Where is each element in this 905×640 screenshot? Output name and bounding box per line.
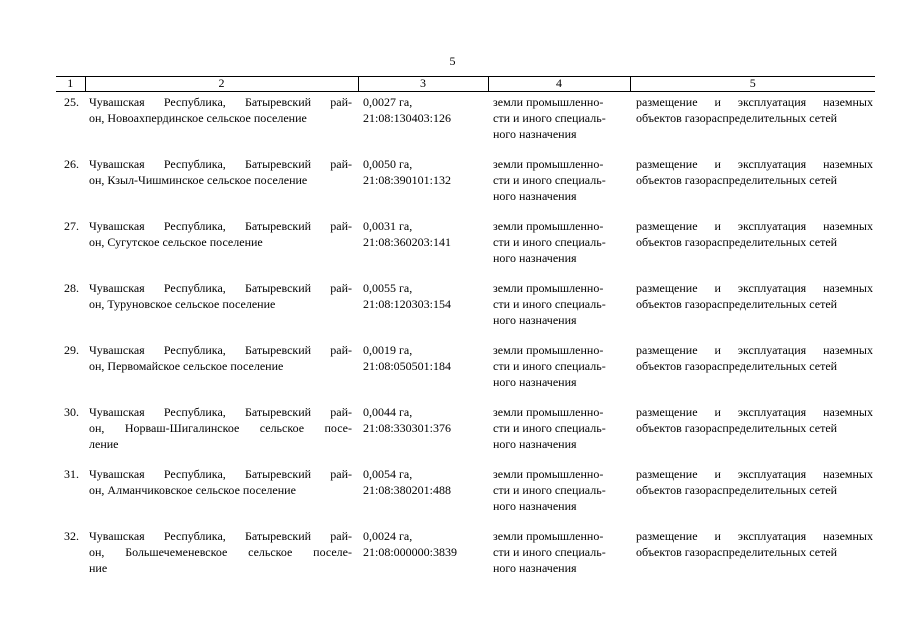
cadastral-number: 21:08:390101:132 — [363, 173, 452, 187]
area-value: 0,0031 га, — [363, 219, 413, 233]
table-row — [56, 218, 875, 280]
category-line: сти и иного специаль- — [493, 545, 606, 559]
area-cell — [358, 92, 488, 157]
category-line: ного назначения — [493, 437, 577, 451]
region-line: Чувашская Республика, Батыревский рай- — [89, 95, 352, 109]
purpose-line: размещение и эксплуатация наземных — [636, 529, 873, 543]
purpose-line: размещение и эксплуатация наземных — [636, 343, 873, 357]
page-number: 5 — [449, 54, 456, 68]
purpose-line: размещение и эксплуатация наземных — [636, 405, 873, 419]
land-category-cell — [488, 156, 630, 218]
purpose-line: размещение и эксплуатация наземных — [636, 467, 873, 481]
row-number: 26. — [64, 157, 79, 171]
category-line: земли промышленно- — [493, 343, 604, 357]
location-cell — [85, 156, 358, 218]
land-category-cell — [488, 404, 630, 466]
purpose-line: объектов газораспределительных сетей — [636, 359, 838, 373]
category-line: сти и иного специаль- — [493, 235, 606, 249]
column-header: 4 — [488, 77, 630, 92]
category-line: земли промышленно- — [493, 219, 604, 233]
column-header: 1 — [56, 77, 85, 92]
table-row — [56, 404, 875, 466]
category-line: сти и иного специаль- — [493, 359, 606, 373]
category-line: ного назначения — [493, 251, 577, 265]
category-line: земли промышленно- — [493, 467, 604, 481]
category-line: ного назначения — [493, 127, 577, 141]
region-line: он, Новоахпердинское сельское поселение — [89, 111, 307, 125]
cadastral-number: 21:08:130403:126 — [363, 111, 452, 125]
region-line: он, Норваш-Шигалинское сельское посе- — [89, 421, 352, 435]
region-line: Чувашская Республика, Батыревский рай- — [89, 281, 352, 295]
category-line: сти и иного специаль- — [493, 173, 606, 187]
cadastral-number: 21:08:360203:141 — [363, 235, 452, 249]
table-row — [56, 280, 875, 342]
purpose-cell — [630, 342, 875, 404]
region-line: Чувашская Республика, Батыревский рай- — [89, 157, 352, 171]
purpose-line: объектов газораспределительных сетей — [636, 297, 838, 311]
category-line: сти и иного специаль- — [493, 297, 606, 311]
location-cell — [85, 342, 358, 404]
region-line: Чувашская Республика, Батыревский рай- — [89, 343, 352, 357]
cadastral-number: 21:08:120303:154 — [363, 297, 452, 311]
purpose-line: объектов газораспределительных сетей — [636, 545, 838, 559]
purpose-cell — [630, 528, 875, 590]
table-row — [56, 466, 875, 528]
category-line: сти и иного специаль- — [493, 111, 606, 125]
table-row — [56, 342, 875, 404]
purpose-cell — [630, 466, 875, 528]
row-number: 31. — [64, 467, 79, 481]
cadastral-number: 21:08:050501:184 — [363, 359, 452, 373]
category-line: земли промышленно- — [493, 405, 604, 419]
cadastral-number: 21:08:330301:376 — [363, 421, 452, 435]
column-header: 3 — [358, 77, 488, 92]
row-number: 27. — [64, 219, 79, 233]
table-row — [56, 156, 875, 218]
purpose-line: объектов газораспределительных сетей — [636, 173, 838, 187]
land-plots-table — [56, 76, 875, 590]
purpose-line: объектов газораспределительных сетей — [636, 421, 838, 435]
row-number: 29. — [64, 343, 79, 357]
region-line: ление — [89, 437, 119, 451]
row-number: 32. — [64, 529, 79, 543]
table-row — [56, 92, 875, 157]
location-cell — [85, 280, 358, 342]
area-cell — [358, 218, 488, 280]
table-header-row — [56, 77, 875, 92]
land-category-cell — [488, 528, 630, 590]
area-value: 0,0050 га, — [363, 157, 413, 171]
land-category-cell — [488, 218, 630, 280]
area-value: 0,0044 га, — [363, 405, 413, 419]
category-line: земли промышленно- — [493, 529, 604, 543]
land-category-cell — [488, 280, 630, 342]
purpose-line: объектов газораспределительных сетей — [636, 483, 838, 497]
category-line: ного назначения — [493, 561, 577, 575]
category-line: ного назначения — [493, 375, 577, 389]
area-cell — [358, 466, 488, 528]
location-cell — [85, 218, 358, 280]
purpose-line: объектов газораспределительных сетей — [636, 235, 838, 249]
area-value: 0,0019 га, — [363, 343, 413, 357]
region-line: он, Большечеменевское сельское поселе- — [89, 545, 352, 559]
purpose-cell — [630, 280, 875, 342]
purpose-line: объектов газораспределительных сетей — [636, 111, 838, 125]
region-line: он, Кзыл-Чишминское сельское поселение — [89, 173, 308, 187]
area-value: 0,0027 га, — [363, 95, 413, 109]
purpose-cell — [630, 92, 875, 157]
cadastral-number: 21:08:380201:488 — [363, 483, 452, 497]
region-line: он, Туруновское сельское поселение — [89, 297, 276, 311]
area-cell — [358, 280, 488, 342]
column-header: 5 — [630, 77, 875, 92]
category-line: ного назначения — [493, 499, 577, 513]
purpose-line: размещение и эксплуатация наземных — [636, 219, 873, 233]
row-number: 30. — [64, 405, 79, 419]
row-number: 25. — [64, 95, 79, 109]
table-row — [56, 528, 875, 590]
purpose-line: размещение и эксплуатация наземных — [636, 281, 873, 295]
category-line: ного назначения — [493, 189, 577, 203]
category-line: земли промышленно- — [493, 281, 604, 295]
area-cell — [358, 156, 488, 218]
land-category-cell — [488, 342, 630, 404]
land-category-cell — [488, 466, 630, 528]
row-number: 28. — [64, 281, 79, 295]
location-cell — [85, 466, 358, 528]
region-line: он, Первомайское сельское поселение — [89, 359, 284, 373]
purpose-line: размещение и эксплуатация наземных — [636, 95, 873, 109]
category-line: земли промышленно- — [493, 95, 604, 109]
location-cell — [85, 528, 358, 590]
purpose-line: размещение и эксплуатация наземных — [636, 157, 873, 171]
area-value: 0,0055 га, — [363, 281, 413, 295]
location-cell — [85, 404, 358, 466]
area-cell — [358, 342, 488, 404]
area-cell — [358, 528, 488, 590]
area-value: 0,0054 га, — [363, 467, 413, 481]
region-line: Чувашская Республика, Батыревский рай- — [89, 467, 352, 481]
purpose-cell — [630, 156, 875, 218]
region-line: Чувашская Республика, Батыревский рай- — [89, 219, 352, 233]
land-category-cell — [488, 92, 630, 157]
region-line: ние — [89, 561, 108, 575]
area-value: 0,0024 га, — [363, 529, 413, 543]
region-line: он, Алманчиковское сельское поселение — [89, 483, 296, 497]
category-line: земли промышленно- — [493, 157, 604, 171]
category-line: сти и иного специаль- — [493, 421, 606, 435]
category-line: ного назначения — [493, 313, 577, 327]
column-header: 2 — [85, 77, 358, 92]
region-line: Чувашская Республика, Батыревский рай- — [89, 405, 352, 419]
purpose-cell — [630, 218, 875, 280]
purpose-cell — [630, 404, 875, 466]
location-cell — [85, 92, 358, 157]
category-line: сти и иного специаль- — [493, 483, 606, 497]
cadastral-number: 21:08:000000:3839 — [363, 545, 458, 559]
region-line: он, Сугутское сельское поселение — [89, 235, 263, 249]
region-line: Чувашская Республика, Батыревский рай- — [89, 529, 352, 543]
area-cell — [358, 404, 488, 466]
